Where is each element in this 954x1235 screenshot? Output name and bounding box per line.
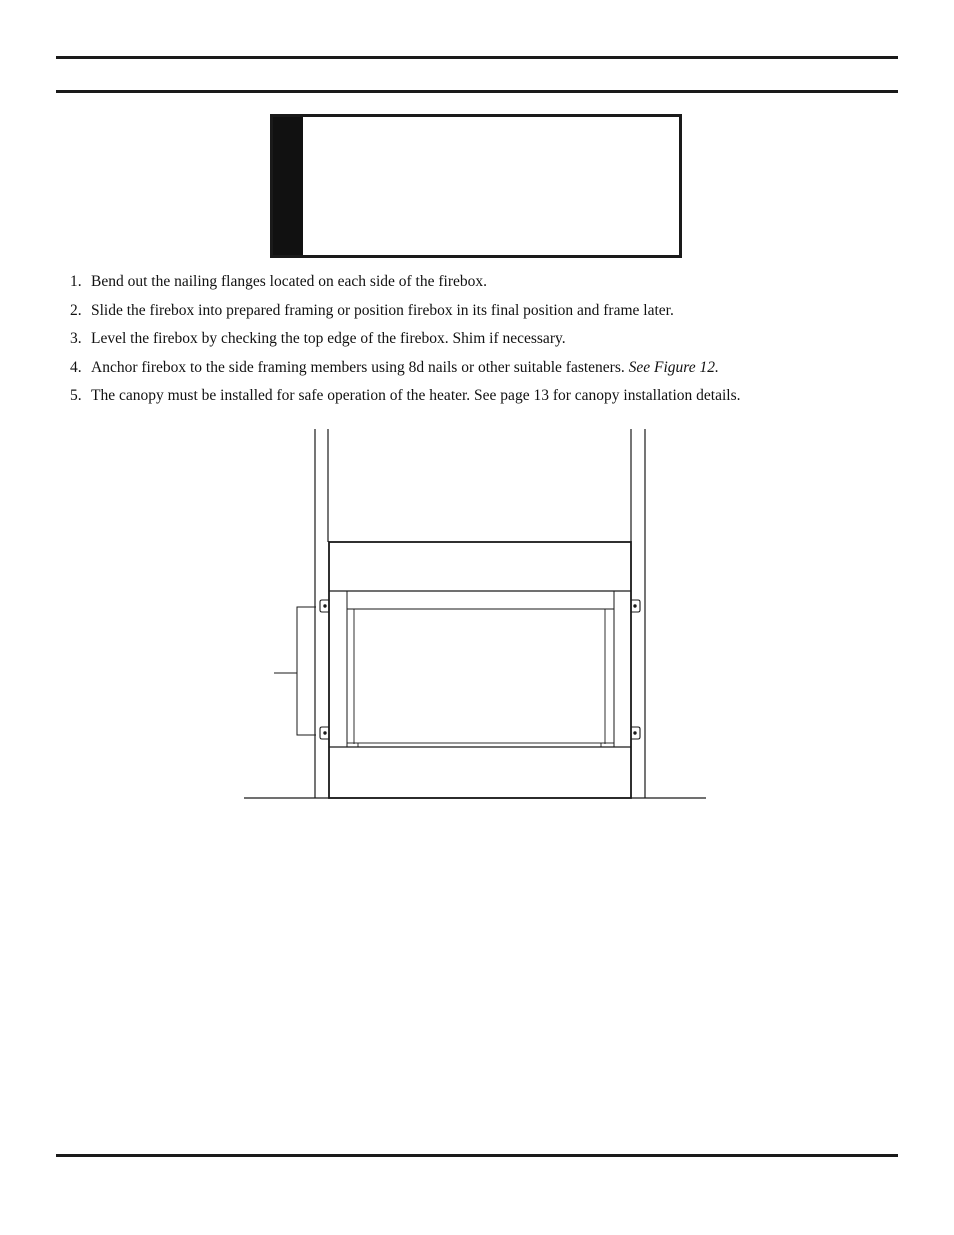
callout-bracket [297,607,316,735]
step-3 [70,329,920,349]
step-text: Bend out the nailing flanges located on each side of the firebox. [91,273,487,290]
step-number: 1. [70,273,82,290]
step-number: 3. [70,330,82,347]
firebox-body [329,542,631,798]
step-5 [70,386,920,406]
step-number: 2. [70,301,82,319]
header-rule-bottom [56,90,898,93]
step-text: Anchor firebox to the side framing members using 8d nails or other suitable fasteners. [91,358,629,376]
figure-reference: See Figure 12. [628,358,719,376]
nailing-flange-right-top [631,600,640,612]
opening-sill [347,743,614,747]
header-rule-top [56,56,898,59]
step-text: Level the firebox by checking the top edge of the firebox. Shim if necessary. [91,330,566,347]
nailing-flange-left-bottom [320,727,329,739]
installation-steps [70,272,920,415]
nail-hole-left-top [324,605,326,607]
warning-box [270,114,682,258]
step-number: 5. [70,387,82,404]
step-number: 4. [70,358,82,376]
nail-hole-left-bottom [324,732,326,734]
step-1 [70,272,920,292]
warning-bar [273,117,303,255]
step-text: The canopy must be installed for safe operation of the heater. See page 13 for canopy installation details. [91,387,741,404]
nailing-flange-left-top [320,600,329,612]
step-2 [70,301,920,321]
step-text: Slide the firebox into prepared framing or position firebox in its final position and frame later. [91,301,674,319]
nailing-flange-right-bottom [631,727,640,739]
nail-hole-right-bottom [634,732,636,734]
step-4 [70,358,920,378]
footer-rule [56,1154,898,1157]
nail-hole-right-top [634,605,636,607]
